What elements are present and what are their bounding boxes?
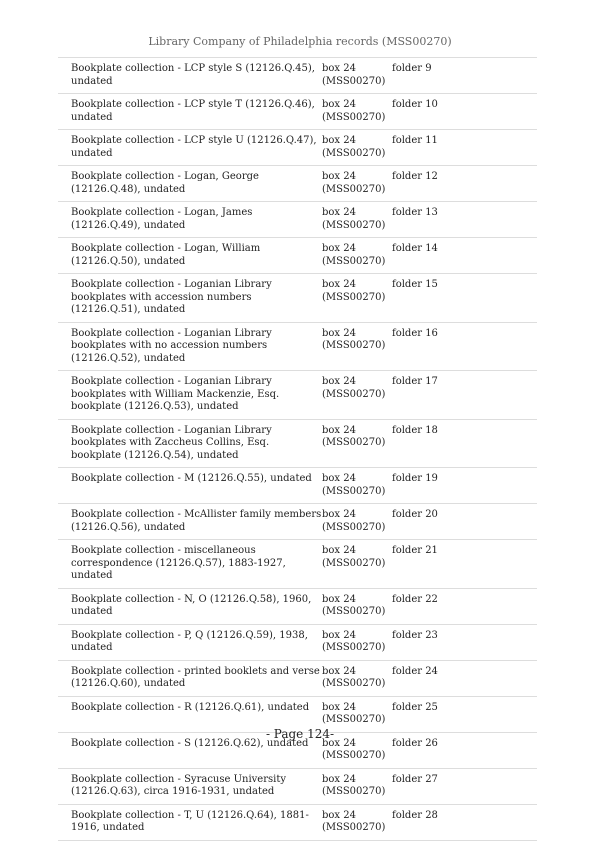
item-folder: folder 23 bbox=[392, 629, 438, 641]
table-row bbox=[58, 420, 537, 469]
item-folder: folder 19 bbox=[392, 473, 438, 484]
table-row bbox=[58, 504, 537, 540]
item-folder: folder 16 bbox=[392, 327, 438, 339]
item-folder: folder 10 bbox=[392, 99, 438, 110]
item-box: box 24 (MSS00270) bbox=[322, 63, 386, 87]
item-folder: folder 28 bbox=[392, 809, 438, 821]
table-row bbox=[58, 94, 537, 130]
item-box: box 24 (MSS00270) bbox=[322, 243, 386, 267]
table-row bbox=[58, 661, 537, 697]
table-row bbox=[58, 589, 537, 625]
table-row bbox=[58, 805, 537, 841]
item-box: box 24 (MSS00270) bbox=[322, 327, 386, 351]
item-box: box 24 (MSS00270) bbox=[322, 473, 386, 497]
page-number: - Page 124- bbox=[265, 727, 335, 741]
table-row bbox=[58, 130, 537, 166]
table-row bbox=[58, 769, 537, 805]
table-row bbox=[58, 166, 537, 202]
item-box: box 24 (MSS00270) bbox=[322, 509, 386, 533]
table-row bbox=[58, 202, 537, 238]
item-title: Bookplate collection - P, Q (12126.Q.59), 1938, undated bbox=[71, 629, 308, 653]
table-row bbox=[58, 625, 537, 661]
item-folder: folder 11 bbox=[392, 135, 438, 146]
item-box: box 24 (MSS00270) bbox=[322, 207, 386, 231]
table-row bbox=[58, 238, 537, 274]
item-title: Bookplate collection - R (12126.Q.61), undated bbox=[71, 701, 310, 713]
item-box: box 24 (MSS00270) bbox=[322, 809, 386, 833]
item-box: box 24 (MSS00270) bbox=[322, 545, 386, 569]
item-title: Bookplate collection - Syracuse University (12126.Q.63), circa 1916-1931, undated bbox=[71, 773, 286, 797]
item-box: box 24 (MSS00270) bbox=[322, 135, 386, 159]
table-row bbox=[58, 58, 537, 94]
item-folder: folder 17 bbox=[392, 376, 438, 387]
item-title: Bookplate collection - LCP style U (12126.Q.47), undated bbox=[71, 135, 317, 159]
container-list-table bbox=[58, 57, 537, 841]
table-row bbox=[58, 540, 537, 589]
item-title: Bookplate collection - McAllister family members (12126.Q.56), undated bbox=[71, 509, 322, 533]
item-box: box 24 (MSS00270) bbox=[322, 629, 386, 653]
item-title: Bookplate collection - Loganian Library bookplates with Zaccheus Collins, Esq. bookplate (12126.Q.54), undated bbox=[71, 424, 272, 461]
item-title: Bookplate collection - M (12126.Q.55), undated bbox=[71, 473, 312, 484]
item-title: Bookplate collection - Logan, James (12126.Q.49), undated bbox=[71, 207, 253, 231]
item-box: box 24 (MSS00270) bbox=[322, 701, 386, 725]
item-title: Bookplate collection - Loganian Library bookplates with William Mackenzie, Esq. bookplate (12126.Q.53), undated bbox=[71, 376, 280, 412]
table-row bbox=[58, 371, 537, 420]
item-box: box 24 (MSS00270) bbox=[322, 99, 386, 123]
item-box: box 24 (MSS00270) bbox=[322, 773, 386, 797]
item-title: Bookplate collection - N, O (12126.Q.58), 1960, undated bbox=[71, 593, 312, 617]
item-box: box 24 (MSS00270) bbox=[322, 593, 386, 617]
page-header: Library Company of Philadelphia records (MSS00270) bbox=[148, 35, 452, 48]
item-folder: folder 14 bbox=[392, 243, 438, 254]
item-folder: folder 25 bbox=[392, 701, 438, 713]
item-folder: folder 21 bbox=[392, 545, 438, 556]
item-title: Bookplate collection - LCP style T (12126.Q.46), undated bbox=[71, 99, 315, 123]
item-folder: folder 24 bbox=[392, 665, 438, 677]
item-box: box 24 (MSS00270) bbox=[322, 279, 386, 303]
item-box: box 24 (MSS00270) bbox=[322, 665, 386, 689]
item-folder: folder 22 bbox=[392, 593, 438, 605]
item-folder: folder 20 bbox=[392, 509, 438, 520]
item-title: Bookplate collection - printed booklets and verse (12126.Q.60), undated bbox=[71, 665, 320, 689]
item-title: Bookplate collection - miscellaneous correspondence (12126.Q.57), 1883-1927, undated bbox=[71, 545, 286, 581]
item-box: box 24 (MSS00270) bbox=[322, 171, 386, 195]
item-box: box 24 (MSS00270) bbox=[322, 737, 386, 761]
item-title: Bookplate collection - Loganian Library bookplates with no accession numbers (12126.Q.52), undated bbox=[71, 327, 272, 364]
item-folder: folder 15 bbox=[392, 279, 438, 290]
item-folder: folder 12 bbox=[392, 171, 438, 182]
item-title: Bookplate collection - Logan, William (12126.Q.50), undated bbox=[71, 243, 261, 267]
item-folder: folder 9 bbox=[392, 63, 432, 74]
item-folder: folder 27 bbox=[392, 773, 438, 785]
item-title: Bookplate collection - Logan, George (12126.Q.48), undated bbox=[71, 171, 259, 195]
item-box: box 24 (MSS00270) bbox=[322, 424, 386, 448]
item-title: Bookplate collection - Loganian Library bookplates with accession numbers (12126.Q.51), undated bbox=[71, 279, 272, 315]
item-title: Bookplate collection - LCP style S (12126.Q.45), undated bbox=[71, 63, 315, 87]
table-row bbox=[58, 274, 537, 323]
item-title: Bookplate collection - T, U (12126.Q.64), 1881-1916, undated bbox=[71, 809, 309, 833]
item-folder: folder 13 bbox=[392, 207, 438, 218]
item-folder: folder 26 bbox=[392, 737, 438, 749]
table-row bbox=[58, 468, 537, 504]
table-row bbox=[58, 323, 537, 372]
item-folder: folder 18 bbox=[392, 424, 438, 436]
item-box: box 24 (MSS00270) bbox=[322, 376, 386, 400]
item-title: Bookplate collection - S (12126.Q.62), undated bbox=[71, 737, 309, 749]
